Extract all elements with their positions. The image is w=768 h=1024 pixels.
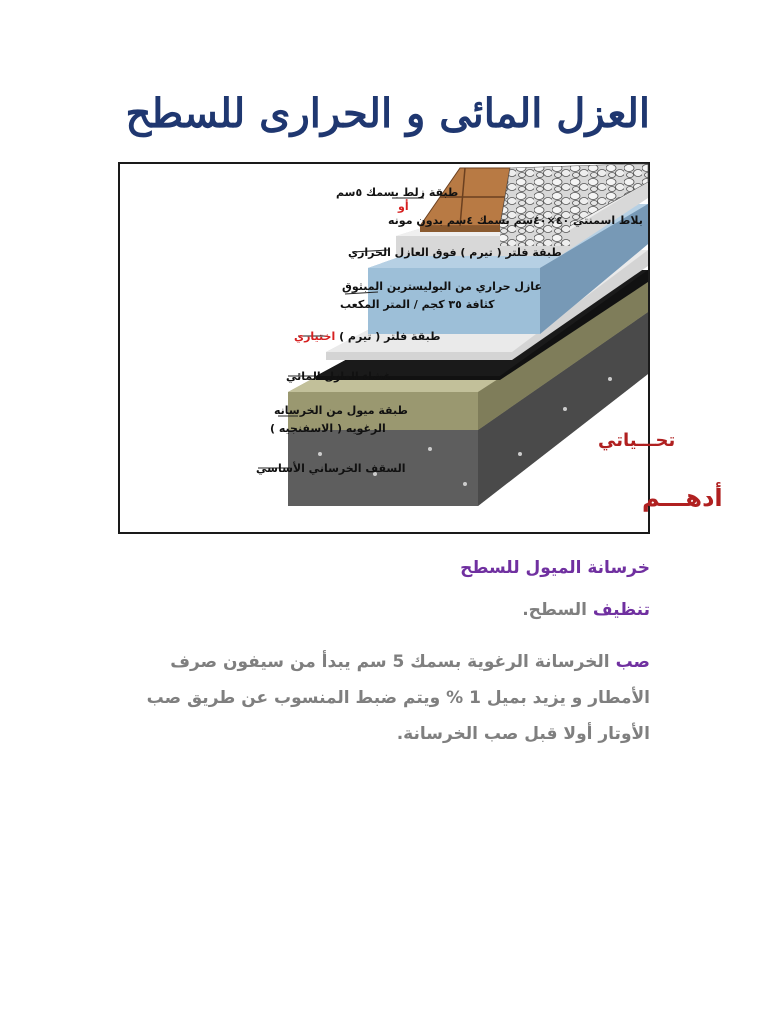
label-thermal-line1: عازل حراري من البوليسترين المبثوق	[342, 280, 542, 293]
step-cleaning-keyword: تنظيف	[592, 600, 650, 620]
label-slab: السقف الخرساني الأساسي	[256, 462, 406, 475]
label-tiles-line2: بلاط اسمنتي ٤٠×٤٠سم بسمك ٤سم بدون مونه	[388, 214, 643, 227]
step-cleaning	[110, 600, 650, 620]
page-title: العزل المائى و الحرارى للسطح	[125, 90, 650, 137]
step-pouring-keyword: صب	[615, 652, 650, 672]
roof-layers-figure	[118, 162, 723, 534]
label-slope-line2: الرغويه ( الاسفنجيه )	[270, 422, 386, 435]
label-or: أو	[398, 200, 409, 213]
signature-line1: تحـــياتي	[598, 430, 676, 451]
label-membrane: غشاء العازل المائي	[286, 370, 391, 383]
signature-line2: أدهـــم	[642, 484, 723, 512]
label-filter-top: طبقة فلتر ( تيرم ) فوق العازل الحراري	[348, 246, 562, 259]
label-tiles-line1: طبقة زلط بسمك ٥سم	[336, 186, 459, 199]
section-subtitle: خرسانة الميول للسطح	[460, 558, 650, 578]
step-pouring	[110, 644, 650, 752]
step-cleaning-text: السطح.	[522, 600, 593, 620]
label-filter-optional: طبقة فلتر ( تيرم ) اختياري	[294, 330, 441, 343]
label-thermal-line2: كثافة ٣٥ كجم / المتر المكعب	[340, 298, 495, 311]
step-pouring-text: الخرسانة الرغوية بسمك 5 سم يبدأ من سيفون صرف الأمطار و يزيد بميل 1 % ويتم ضبط المنسوب عن طريق صب الأوتار أولا قبل صب الخرسانة.	[146, 652, 650, 744]
label-slope-line1: طبقة ميول من الخرسانه	[274, 404, 408, 417]
roof-layers-illustration	[120, 164, 723, 532]
